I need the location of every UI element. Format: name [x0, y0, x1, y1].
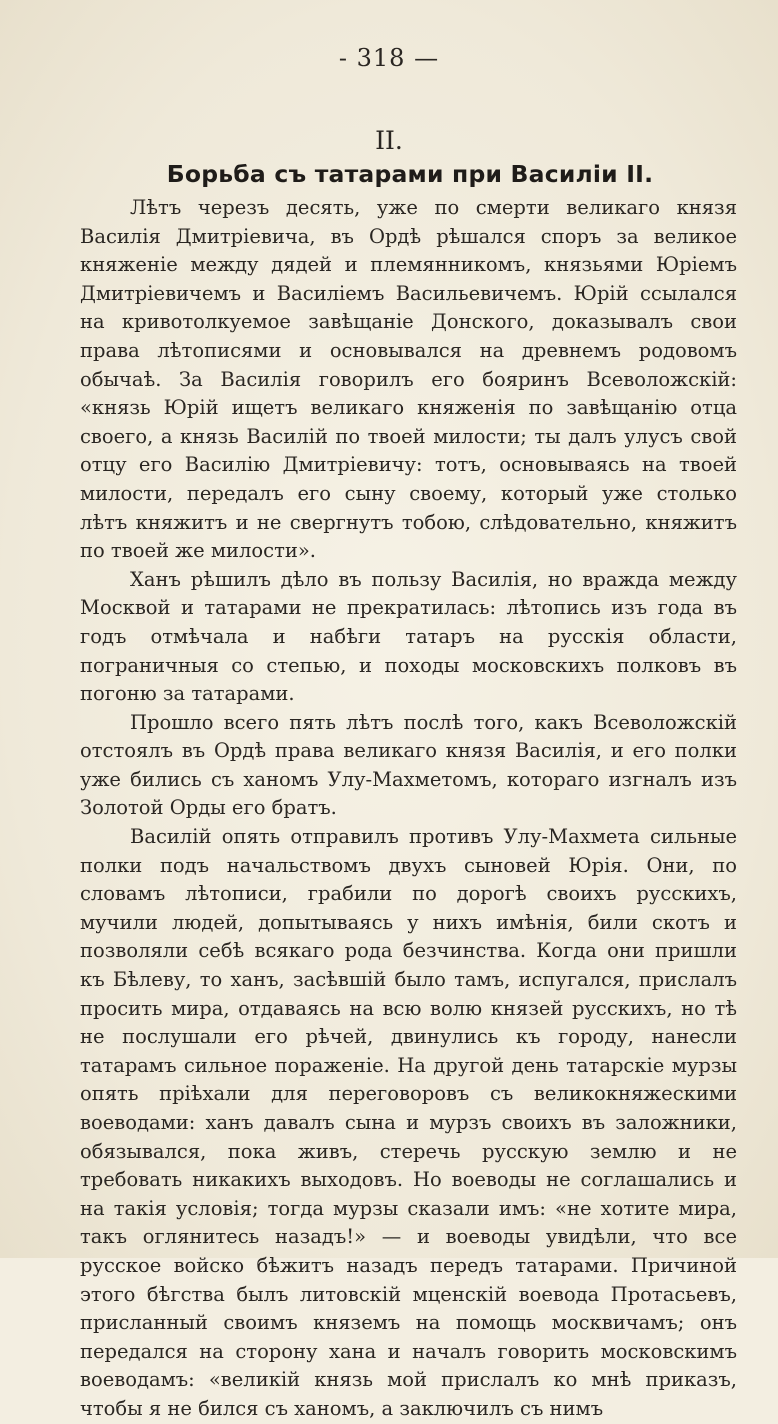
chapter-number: II. [375, 126, 403, 155]
paragraph: Лѣтъ черезъ десять, уже по смерти великаго князя Василія Дмитріевича, въ Ордѣ рѣшался споръ за великое княженіе между дядей и племянникомъ, князьями Юріемъ Дмитріевичемъ и Василіемъ Васильевичемъ. Юрій ссылался на кривотолкуемое завѣщаніе Донского, доказывалъ свои права лѣтописями и основывался на древнемъ родовомъ обычаѣ. За Василія говорилъ его бояринъ Всеволожскій: «князь Юрій ищетъ великаго княженія по завѣщанію отца своего, а князь Василій по твоей милости; ты далъ улусъ свой отцу его Василію Дмитріевичу: тотъ, основываясь на твоей милости, передалъ его сыну своему, который уже столько лѣтъ княжитъ и не свергнутъ тобою, слѣдовательно, княжитъ по твоей же милости». [80, 196, 737, 563]
paragraph: Василій опять отправилъ противъ Улу-Махмета сильные полки подъ начальствомъ двухъ сыновей Юрія. Они, по словамъ лѣтописи, грабили по дорогѣ своихъ русскихъ, мучили людей, допытываясь у нихъ имѣнія, били скотъ и позволяли себѣ всякаго рода безчинства. Когда они пришли къ Бѣлеву, то ханъ, засѣвшій было тамъ, испугался, прислалъ просить мира, отдаваясь на всю волю князей русскихъ, но тѣ не послушали его рѣчей, двинулись къ городу, нанесли татарамъ сильное пораженіе. На другой день татарскіе мурзы опять пріѣхали для переговоровъ съ великокняжескими воеводами: ханъ давалъ сына и мурзъ своихъ въ заложники, обязывался, пока живъ, стеречь русскую землю и не требовать никакихъ выходовъ. Но воеводы не соглашались и на такія условія; тогда мурзы сказали имъ: «не хотите мира, такъ оглянитесь назадъ!» — и воеводы увидѣли, что все русское войско бѣжитъ назадъ передъ татарами. Причиной этого бѣгства былъ литовскій мценскій воевода Протасьевъ, присланный своимъ княземъ на помощь москвичамъ; онъ передался на сторону хана и началъ говорить московскимъ воеводамъ: «великій князь мой прислалъ ко мнѣ приказъ, чтобы я не бился съ ханомъ, а заключилъ съ нимъ [80, 825, 737, 1420]
body-text [80, 194, 737, 1424]
chapter-title: Борьба съ татарами при Василіи II. [166, 160, 654, 188]
paragraph: Прошло всего пять лѣтъ послѣ того, какъ Всеволожскій отстоялъ въ Ордѣ права великаго князя Василія, и его полки уже бились съ ханомъ Улу-Махметомъ, котораго изгналъ изъ Золотой Орды его братъ. [80, 710, 737, 820]
page-number: - 318 — [338, 44, 440, 72]
paragraph: Ханъ рѣшилъ дѣло въ пользу Василія, но вражда между Москвой и татарами не прекратилась: лѣтопись изъ года въ годъ отмѣчала и набѣги татаръ на русскія области, пограничныя со степью, и походы московскихъ полковъ въ погоню за татарами. [80, 567, 737, 706]
